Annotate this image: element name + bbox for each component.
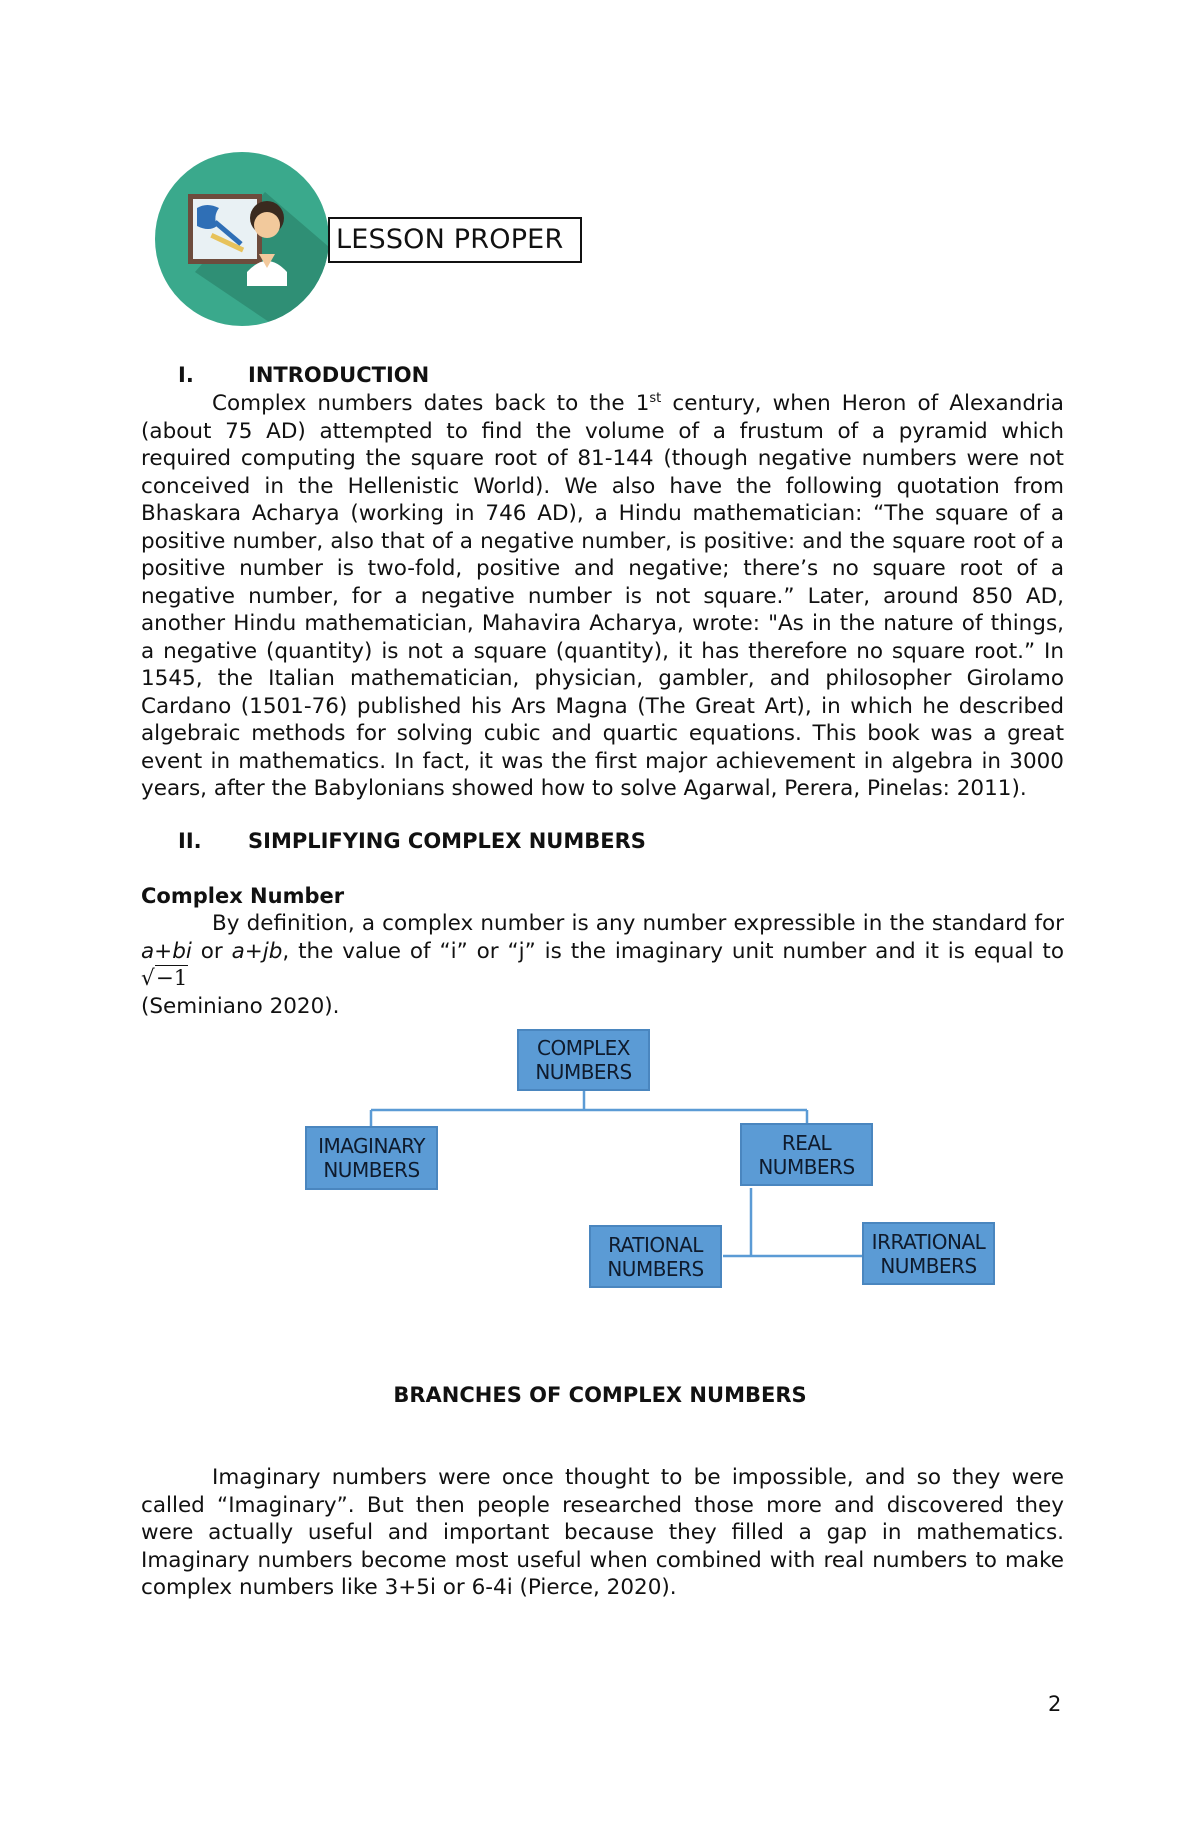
complex-number-subheading: Complex Number bbox=[141, 884, 345, 908]
imaginary-numbers-paragraph: Imaginary numbers were once thought to be impossible, and so they were called “Imaginary”. But then people researched those more and discovered they were actually useful and important because they filled a gap in mathematics. Imaginary numbers become most useful when combined with real numbers to make complex numbers like 3+5i or 6-4i (Pierce, 2020). bbox=[141, 1465, 1064, 1600]
introduction-heading: INTRODUCTION bbox=[248, 363, 430, 387]
section-number-1: I. bbox=[178, 363, 194, 387]
sqrt-radicand: −1 bbox=[155, 966, 188, 991]
form-a-jb: a+jb bbox=[231, 938, 283, 964]
node-complex-numbers: COMPLEX NUMBERS bbox=[517, 1029, 650, 1091]
complex-definition-paragraph bbox=[141, 910, 1064, 1020]
teacher-board-icon bbox=[155, 152, 329, 326]
node-real-numbers: REAL NUMBERS bbox=[740, 1123, 873, 1186]
node-irrational-numbers: IRRATIONAL NUMBERS bbox=[862, 1222, 995, 1285]
diagram-caption: BRANCHES OF COMPLEX NUMBERS bbox=[393, 1383, 807, 1407]
sqrt-symbol: √ bbox=[141, 966, 155, 991]
intro-text-rest: century, when Heron of Alexandria (about 75 AD) attempted to find the volume of a frustum of a pyramid which required computing the square root of 81-144 (though negative numbers were not conceived in the Hellenistic World). We also have the following quotation from Bhaskara Acharya (working in 746 AD), a Hindu mathematician: “The square of a positive number, also that of a negative number, is positive: and the square root of a positive number is two-fold, positive and negative; there’s no square root of a negative number, for a negative number is not square.” Later, around 850 AD, another Hindu mathematician, Mahavira Acharya, wrote: "As in the nature of things, a negative (quantity) is not a square (quantity), it has therefore no square root.” In 1545, the Italian mathematician, physician, gambler, and philosopher Girolamo Cardano (1501-76) published his Ars Magna (The Great Art), in which he described algebraic methods for solving cubic and quartic equations. This book was a great event in mathematics. In fact, it was the first major achievement in algebra in 3000 years, after the Babylonians showed how to solve Agarwal, Perera, Pinelas: 2011). bbox=[141, 391, 1064, 801]
or-text: or bbox=[191, 938, 232, 964]
node-imaginary-numbers: IMAGINARY NUMBERS bbox=[305, 1126, 438, 1190]
definition-citation: (Seminiano 2020). bbox=[141, 993, 340, 1019]
lesson-badge bbox=[155, 152, 329, 326]
introduction-paragraph bbox=[141, 390, 1064, 803]
intro-text-start: Complex numbers dates back to the 1 bbox=[212, 391, 650, 416]
section-number-2: II. bbox=[178, 829, 202, 853]
lesson-proper-title: LESSON PROPER bbox=[328, 217, 582, 263]
definition-text-end: , the value of “i” or “j” is the imaginary unit number and it is equal to bbox=[282, 938, 1064, 964]
intro-superscript: st bbox=[649, 390, 662, 406]
node-rational-numbers: RATIONAL NUMBERS bbox=[589, 1225, 722, 1288]
simplifying-heading: SIMPLIFYING COMPLEX NUMBERS bbox=[248, 829, 646, 853]
form-a-bi: a+bi bbox=[141, 938, 192, 964]
sqrt-neg-one bbox=[141, 965, 188, 991]
page-number: 2 bbox=[1048, 1692, 1062, 1716]
definition-text: By definition, a complex number is any number expressible in the standard for bbox=[212, 911, 1064, 936]
